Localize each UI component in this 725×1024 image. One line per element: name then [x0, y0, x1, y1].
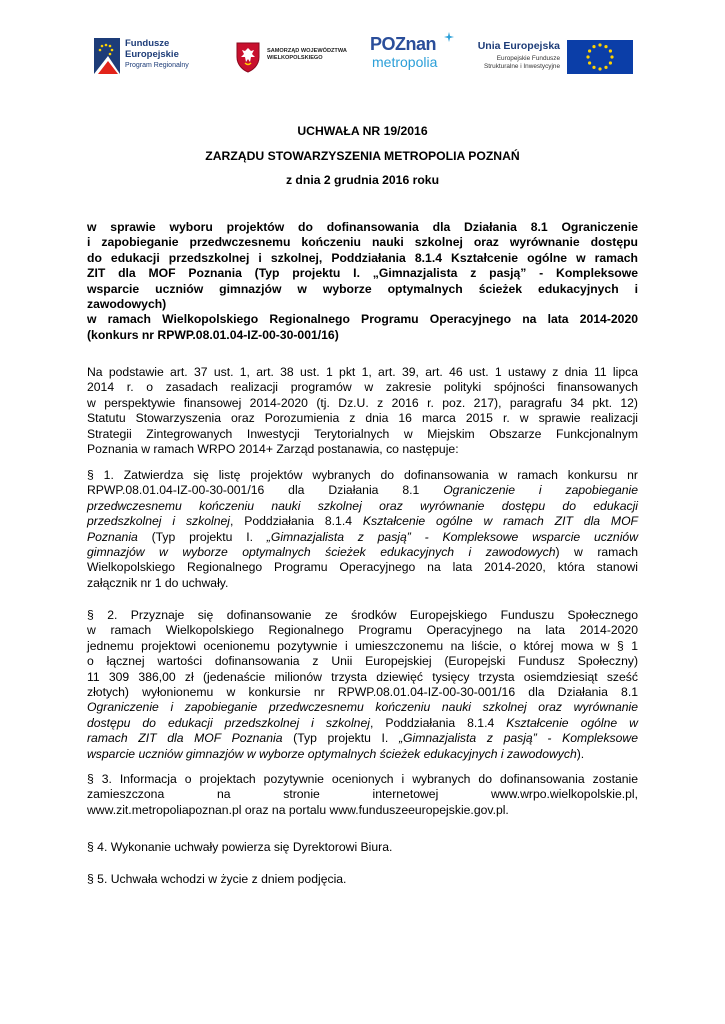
fe-logo-icon [92, 36, 122, 76]
section-4 [87, 840, 638, 855]
logo-bar [0, 0, 725, 100]
italic-text-run: gimnazjów w wyborze optymalnych ścieżek edukacyjnych i zawodowych [87, 545, 556, 560]
section-3 [87, 772, 638, 818]
paragraph-line: Wielkopolskiego Regionalnego Programu Operacyjnego na lata 2014-2020, która stanowi [87, 560, 638, 575]
subject-line: i zapobieganie przedwczesnemu kończeniu nauki szkolnej oraz wyrównanie dostępu [87, 235, 638, 250]
subject-line: ZIT dla MOF Poznania (Typ projektu I. „Gimnazjalista z pasją” - Kompleksowe [87, 266, 638, 281]
fe-logo-line3: Program Regionalny [125, 62, 189, 69]
poznan-metropolia-logo [370, 34, 456, 74]
document-title: UCHWAŁA NR 19/2016 [297, 124, 428, 138]
paragraph-line: w ramach Wielkopolskiego Regionalnego Programu Operacyjnego na lata 2014-2020 [87, 623, 638, 638]
fundusze-europejskie-logo [92, 36, 212, 80]
legal-basis-paragraph [87, 365, 638, 457]
paragraph-line [87, 530, 638, 545]
paragraph-line: § 4. Wykonanie uchwały powierza się Dyrektorowi Biura. [87, 840, 393, 854]
subject-line: do edukacji przedszkolnej i szkolnej, Poddziałania 8.1.4 Kształcenie ogólne w ramach [87, 250, 638, 265]
text-run: (Typ projektu I. [137, 529, 267, 544]
paragraph-line: Strategii Zintegrowanych Inwestycji Terytorialnych w Miejskim Obszarze Funkcjonalnym [87, 426, 638, 441]
samorzad-line1: SAMORZĄD WOJEWÓDZTWA [267, 48, 347, 54]
italic-text-run: Ograniczenie i zapobieganie przedwczesnemu kończeniu nauki szkolnej oraz wyrównanie [87, 700, 638, 715]
unia-europejska-logo [465, 40, 633, 80]
paragraph-line [87, 716, 638, 731]
ue-logo-title: Unia Europejska [477, 40, 560, 52]
paragraph-line: Poznania w ramach WRPO 2014+ Zarząd postanawia, co następuje: [87, 442, 459, 457]
paragraph-line: § 5. Uchwała wchodzi w życie z dniem podjęcia. [87, 872, 347, 886]
poznan-logo-top: POZnan [370, 34, 437, 54]
herb-icon [235, 41, 261, 73]
paragraph-line [87, 499, 638, 514]
italic-text-run: Poznania [87, 529, 138, 544]
subject-line: zawodowych) [87, 297, 167, 312]
text-run: , Poddziałania 8.1.4 [369, 715, 507, 730]
poznan-logo-bottom: metropolia [372, 54, 438, 70]
italic-text-run: „Gimnazjalista z pasją” - Kompleksowe [398, 731, 638, 746]
section-5 [87, 872, 638, 887]
paragraph-line: www.zit.metropoliapoznan.pl oraz na portalu www.funduszeeuropejskie.gov.pl. [87, 802, 509, 817]
subject-line: w ramach Wielkopolskiego Regionalnego Programu Operacyjnego na lata 2014-2020 [87, 312, 638, 327]
star-icon [444, 32, 454, 42]
paragraph-line: Na podstawie art. 37 ust. 1, art. 38 ust. 1 pkt 1, art. 39, art. 46 ust. 1 ustawy z dnia 11 lipca [87, 365, 638, 379]
samorzad-line2: WIELKOPOLSKIEGO [267, 55, 323, 61]
paragraph-line: 11 309 386,00 zł (jedenaście milionów trzysta dziewięć tysięcy trzysta osiemdziesiąt sześć [87, 669, 638, 684]
paragraph-line: Statutu Stowarzyszenia oraz Porozumienia z dnia 16 marca 2015 r. w sprawie realizacji [87, 411, 638, 426]
italic-text-run: przedwczesnemu kończeniu nauki szkolnej oraz wyrównanie dostępu do edukacji [87, 498, 638, 513]
italic-text-run: Ograniczenie i zapobieganie [443, 483, 638, 498]
paragraph-line: 2014 r. o zasadach realizacji programów w zakresie polityki spójności finansowanych [87, 380, 638, 395]
paragraph-line [87, 747, 638, 762]
paragraph-line: jednemu projektowi ocenionemu pozytywnie i umieszczonemu na liście, o której mowa w § 1 [87, 638, 638, 653]
italic-text-run: wsparcie uczniów gimnazjów w wyborze optymalnych ścieżek edukacyjnych i zawodowych [87, 746, 577, 761]
paragraph-line: złotych) wyłonionemu w konkursie nr RPWP.08.01.04-IZ-00-30-001/16 dla Działania 8.1 [87, 685, 638, 700]
fe-logo-line1: Fundusze [125, 38, 170, 49]
fe-logo-line2: Europejskie [125, 48, 179, 60]
paragraph-line: § 3. Informacja o projektach pozytywnie ocenionych i wybranych do dofinansowania zostanie [87, 772, 638, 786]
paragraph-line: załącznik nr 1 do uchwały. [87, 575, 229, 590]
italic-text-run: dostępu do edukacji przedszkolnej i szkolnej [87, 715, 370, 730]
paragraph-line: zamieszczona na stronie internetowej www.wrpo.wielkopolskie.pl, [87, 787, 638, 802]
subject-line: wsparcie uczniów gimnazjów w wyborze optymalnych ścieżek edukacyjnych i [87, 281, 638, 296]
paragraph-line: o łącznej wartości dofinansowania z Unii Europejskiej (Europejski Fundusz Społeczny) [87, 654, 638, 669]
paragraph-line: § 1. Zatwierdza się listę projektów wybranych do dofinansowania w ramach konkursu nr [87, 468, 638, 482]
ue-logo-sub2: Strukturalne i Inwestycyjne [483, 63, 560, 70]
ue-logo-sub1: Europejskie Fundusze [496, 55, 560, 62]
text-run: RPWP.08.01.04-IZ-00-30-001/16 dla Działania 8.1 [87, 483, 444, 498]
italic-text-run: „Gimnazjalista z pasją” - Kompleksowe wsparcie uczniów [266, 529, 638, 544]
text-run: ). [576, 746, 585, 761]
italic-text-run: przedszkolnej i szkolnej [87, 514, 230, 529]
section-1 [87, 468, 638, 591]
paragraph-line: w perspektywie finansowej 2014-2020 (tj. Dz.U. z 2016 r. poz. 217), paragrafu 34 pkt. 12) [87, 395, 638, 410]
subject-line: (konkurs nr RPWP.08.01.04-IZ-00-30-001/16) [87, 327, 339, 342]
document-date: z dnia 2 grudnia 2016 roku [285, 173, 440, 187]
italic-text-run: Kształcenie ogólne w [506, 715, 638, 730]
text-run: (Typ projektu I. [282, 731, 399, 746]
text-run: , Poddziałania 8.1.4 [229, 514, 363, 529]
paragraph-line [87, 545, 638, 560]
italic-text-run: Kształcenie ogólne w ramach ZIT dla MOF [362, 514, 639, 529]
section-2 [87, 608, 638, 762]
paragraph-line: § 2. Przyznaje się dofinansowanie ze środków Europejskiego Funduszu Społecznego [87, 608, 638, 622]
text-run: ) w ramach [555, 545, 638, 560]
eu-flag-icon [567, 40, 633, 74]
paragraph-line [87, 731, 638, 746]
paragraph-line [87, 700, 638, 715]
subject-line: w sprawie wyboru projektów do dofinansowania dla Działania 8.1 Ograniczenie [87, 220, 638, 234]
paragraph-line [87, 483, 638, 498]
samorzad-wojewodztwa-logo [233, 40, 361, 76]
italic-text-run: ramach ZIT dla MOF Poznania [87, 731, 283, 746]
issuer-title: ZARZĄDU STOWARZYSZENIA METROPOLIA POZNAŃ [205, 149, 520, 163]
resolution-subject [87, 220, 638, 343]
paragraph-line [87, 514, 638, 529]
